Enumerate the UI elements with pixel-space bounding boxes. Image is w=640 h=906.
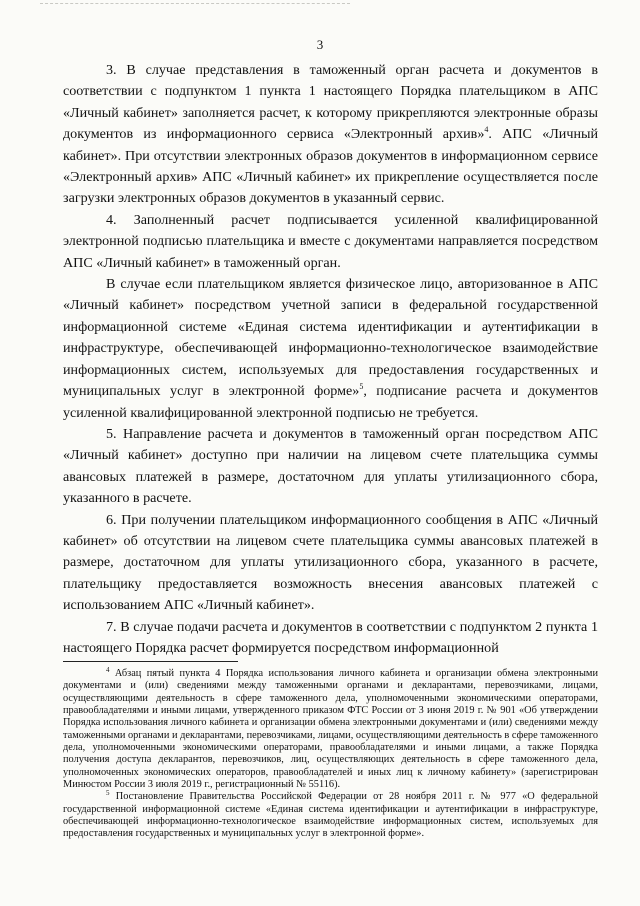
footnote-4: $^4$ Абзац пятый пункта 4 Порядка использования личного кабинета и организации обмена электронными документами и (или) сведениями между таможенными органами и декларантами, перевозчиками, лицами, осуществляющими деятельность в сфере таможенного дела, уполномоченными экономическими операторами, правообладателями и иными лицами, утвержденного приказом ФТС России от 3 июня 2019 г. № 901 «Об утверждении Порядка использования личного кабинета и организации обмена электронными документами и (или) сведениями между таможенными органами и декларантами, перевозчиками, лицами, осуществляющими деятельность в сфере таможенного дела, уполномоченными экономическими операторами, правообладателями и иными лицами, а также Порядка получения доступа декларантов, перевозчиков, лиц, осуществляющих деятельность в сфере таможенного дела, уполномоченных экономических операторов, правообладателей и иных лиц к личному кабинету» (зарегистрирован Минюстом России 3 июля 2019 г., регистрационный № 55116). [63,666,598,791]
document-body [63,60,598,659]
paragraph-7: 7. В случае подачи расчета и документов в соответствии с подпунктом 2 пункта 1 настоящего Порядка расчет формируется посредством информационной [63,618,598,656]
footnote-5: $^5$ Постановление Правительства Российской Федерации от 28 ноября 2011 г. № 977 «О федеральной государственной информационной системе «Единая система идентификации и аутентификации в инфраструктуре, обеспечивающей информационно-технологическое взаимодействие информационных систем, используемых для предоставления государственных и муниципальных услуг в электронной форме». [63,789,598,840]
scan-top-edge [40,3,350,4]
paragraph-3: 3. В случае представления в таможенный орган расчета и документов в соответствии с подпунктом 1 пункта 1 настоящего Порядка плательщиком в АПС «Личный кабинет» заполняется расчет, к которому прикрепляются электронные образы документов из информационного сервиса «Электронный архив»$^4$. АПС «Личный кабинет». При отсутствии электронных образов документов в информационном сервисе «Электронный архив» АПС «Личный кабинет» их прикрепление осуществляется после загрузки электронных образов документов в указанный сервис. [63,62,598,207]
footnotes [63,668,598,841]
footnote-ref-5[interactable]: 5 [359,382,364,392]
footnote-separator [63,661,238,662]
paragraph-6: 6. При получении плательщиком информационного сообщения в АПС «Личный кабинет» об отсутствии на лицевом счете плательщика суммы авансовых платежей в размере, достаточном для уплаты утилизационного сбора, указанного в расчете, плательщику предоставляется возможность внесения авансовых платежей с использованием АПС «Личный кабинет». [63,511,598,614]
page-number: 3 [316,37,324,52]
paragraph-4-individual: В случае если плательщиком является физическое лицо, авторизованное в АПС «Личный кабинет» посредством учетной записи в федеральной государственной информационной системе «Единая система идентификации и аутентификации в инфраструктуре, обеспечивающей информационно-технологическое взаимодействие информационных систем, используемых для предоставления государственных и муниципальных услуг в электронной форме»$^5$, подписание расчета и документов усиленной квалифицированной электронной подписью не требуется. [63,276,598,421]
paragraph-5: 5. Направление расчета и документов в таможенный орган посредством АПС «Личный кабинет» доступно при наличии на лицевом счете плательщика суммы авансовых платежей в размере, достаточном для уплаты утилизационного сбора, указанного в расчете. [63,425,598,507]
paragraph-4: 4. Заполненный расчет подписывается усиленной квалифицированной электронной подписью плательщика и вместе с документами направляется посредством АПС «Личный кабинет» в таможенный орган. [63,211,598,271]
footnote-ref-4[interactable]: 4 [484,125,489,135]
